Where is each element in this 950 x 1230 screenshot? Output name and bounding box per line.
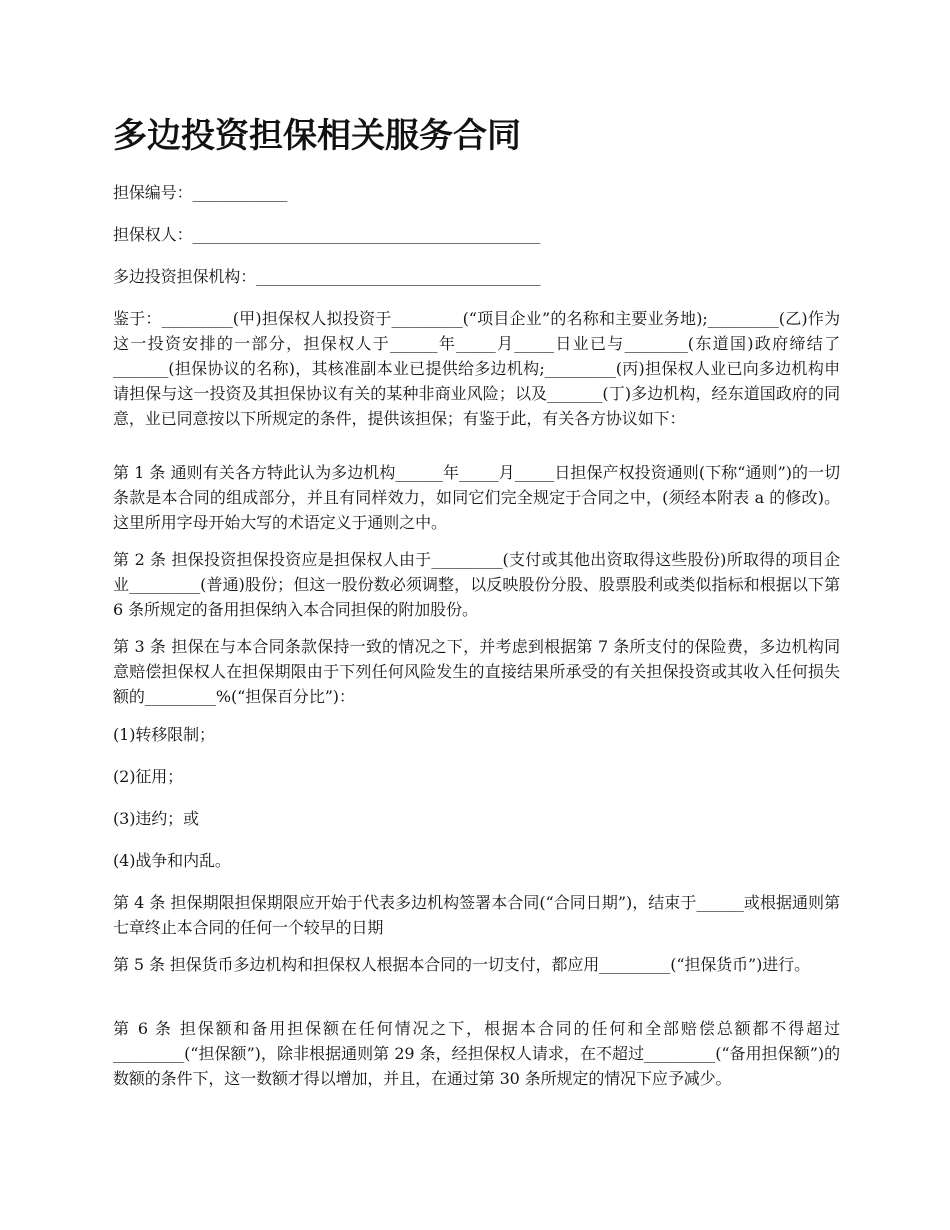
article-4: 第 4 条 担保期限担保期限应开始于代表多边机构签署本合同(“合同日期”)，结束于______或根据通则第七章终止本合同的任何一个较早的日期 [113, 893, 840, 937]
risk-item: (1)转移限制； [113, 725, 215, 744]
document-title: 多边投资担保相关服务合同 [113, 116, 521, 156]
risk-item: (4)战争和内乱。 [113, 851, 231, 870]
risk-item: (2)征用； [113, 767, 184, 786]
guarantee-agency-field: 多边投资担保机构：____________________________________ [113, 267, 541, 286]
article-5: 第 5 条 担保货币多边机构和担保权人根据本合同的一切支付，都应用_________(“担保货币”)进行。 [113, 955, 810, 974]
article-2: 第 2 条 担保投资担保投资应是担保权人由于_________(支付或其他出资取得这些股份)所取得的项目企业_________(普通)股份；但这一股份数必须调整，以反映股份分股、股票股利或类似指标和根据以下第 6 条所规定的备用担保纳入本合同担保的附加股份。 [113, 550, 840, 619]
recital-paragraph: 鉴于：_________(甲)担保权人拟投资于_________(“项目企业”的名称和主要业务地);_________(乙)作为这一投资安排的一部分，担保权人于______年_____月_____日业已与________(东道国)政府缔结了_______(担保协议的名称)，其核准副本业已提供给多边机构;_________(丙)担保权人业已向多边机构申请担保与这一投资及其担保协议有关的某种非商业风险；以及_______(丁)多边机构，经东道国政府的同意，业已同意按以下所规定的条件，提供该担保；有鉴于此，有关各方协议如下： [113, 309, 840, 428]
article-3: 第 3 条 担保在与本合同条款保持一致的情况之下，并考虑到根据第 7 条所支付的保险费，多边机构同意赔偿担保权人在担保期限由于下列任何风险发生的直接结果所承受的有关担保投资或其收入任何损失额的_________%(“担保百分比”)： [113, 637, 840, 706]
guarantee-number-field: 担保编号：____________ [113, 183, 288, 202]
risk-item: (3)违约；或 [113, 809, 199, 828]
guarantee-holder-field: 担保权人：____________________________________________ [113, 225, 541, 244]
article-6: 第 6 条 担保额和备用担保额在任何情况之下，根据本合同的任何和全部赔偿总额都不得超过_________(“担保额”)，除非根据通则第 29 条，经担保权人请求，在不超过_________(“备用担保额”)的数额的条件下，这一数额才得以增加，并且，在通过第 30 条所规定的情况下应予减少。 [113, 1019, 840, 1088]
article-1: 第 1 条 通则有关各方特此认为多边机构______年_____月_____日担保产权投资通则(下称“通则”)的一切条款是本合同的组成部分，并且有同样效力，如同它们完全规定于合同之中，(须经本附表 a 的修改)。这里所用字母开始大写的术语定义于通则之中。 [113, 463, 840, 532]
